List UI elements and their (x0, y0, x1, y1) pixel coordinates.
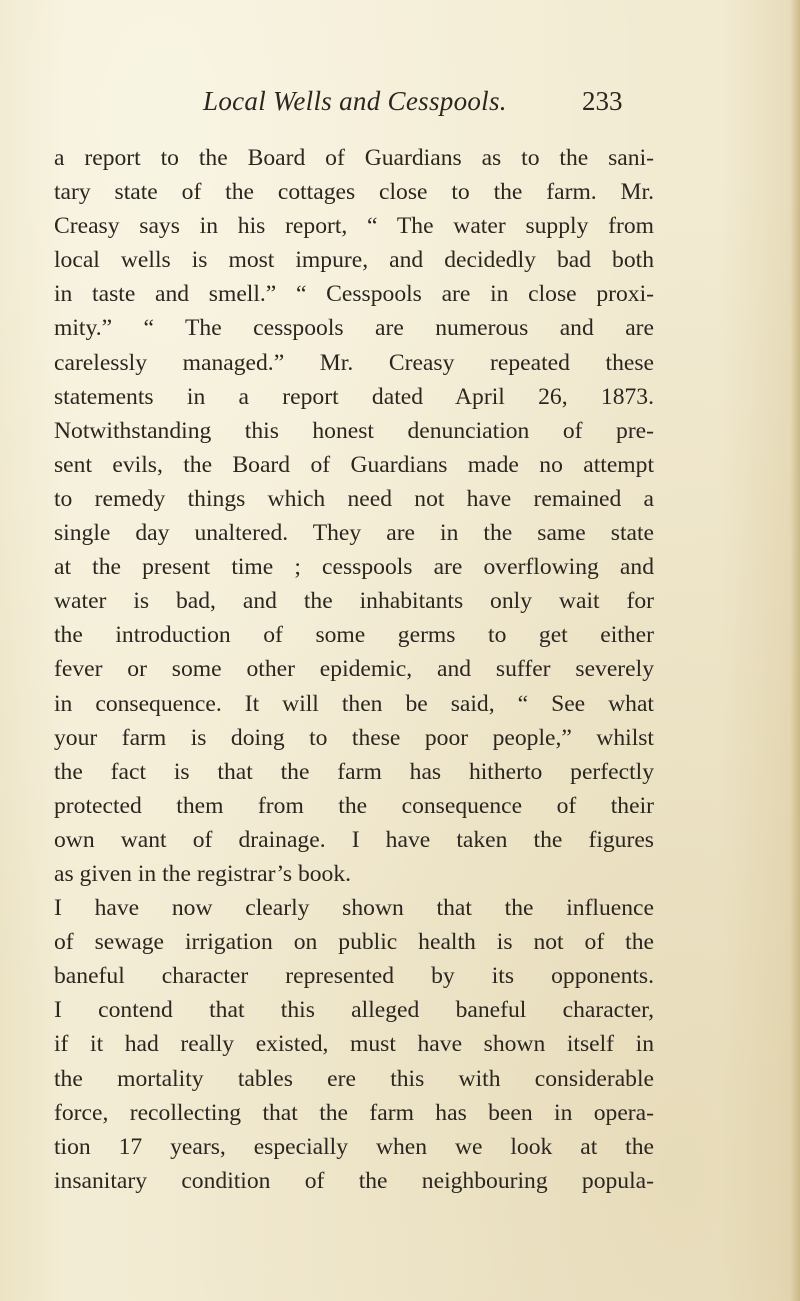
text-line: Creasy says in his report, “ The water supply from (54, 213, 654, 240)
text-line: sent evils, the Board of Guardians made no attempt (54, 451, 654, 478)
text-line: mity.” “ The cesspools are numerous and are (54, 315, 654, 342)
text-line: I have now clearly shown that the influence (54, 895, 654, 922)
text-line: Notwithstanding this honest denunciation of pre- (54, 417, 654, 444)
text-line: at the present time ; cesspools are overflowing and (54, 554, 654, 581)
text-line: tary state of the cottages close to the farm. Mr. (54, 179, 654, 206)
text-line: the mortality tables ere this with considerable (54, 1065, 654, 1092)
text-line: fever or some other epidemic, and suffer severely (54, 656, 654, 683)
text-line: own want of drainage. I have taken the figures (54, 826, 654, 853)
text-line: force, recollecting that the farm has been in opera- (54, 1099, 654, 1126)
text-line: tion 17 years, especially when we look at the (54, 1133, 654, 1160)
text-line: a report to the Board of Guardians as to the sani- (54, 145, 654, 171)
text-line: if it had really existed, must have shown itself in (54, 1031, 654, 1058)
text-line: I contend that this alleged baneful character, (54, 997, 654, 1024)
text-line: single day unaltered. They are in the same state (54, 520, 654, 547)
page-header (0, 86, 800, 126)
text-line: water is bad, and the inhabitants only wait for (54, 588, 654, 615)
text-line: insanitary condition of the neighbouring popula- (54, 1167, 654, 1194)
text-line: protected them from the consequence of their (54, 792, 654, 819)
text-line: your farm is doing to these poor people,” whilst (54, 724, 654, 751)
text-line: as given in the registrar’s book. (54, 860, 352, 887)
text-line: baneful character represented by its opponents. (54, 963, 654, 990)
text-line: statements in a report dated April 26, 1873. (54, 383, 654, 410)
text-line: in taste and smell.” “ Cesspools are in close proxi- (54, 281, 654, 308)
text-line: of sewage irrigation on public health is not of the (54, 929, 654, 956)
running-title: Local Wells and Cesspools. (203, 86, 507, 116)
body-text (54, 141, 654, 1198)
text-line: in consequence. It will then be said, “ See what (54, 690, 654, 717)
text-line: to remedy things which need not have remained a (54, 485, 654, 512)
page-number: 233 (582, 86, 623, 116)
page-edge-shadow (790, 0, 800, 1301)
text-line: the introduction of some germs to get either (54, 622, 654, 649)
text-line: the fact is that the farm has hitherto perfectly (54, 758, 654, 785)
text-line: local wells is most impure, and decidedly bad both (54, 247, 654, 274)
text-line: carelessly managed.” Mr. Creasy repeated these (54, 349, 654, 376)
